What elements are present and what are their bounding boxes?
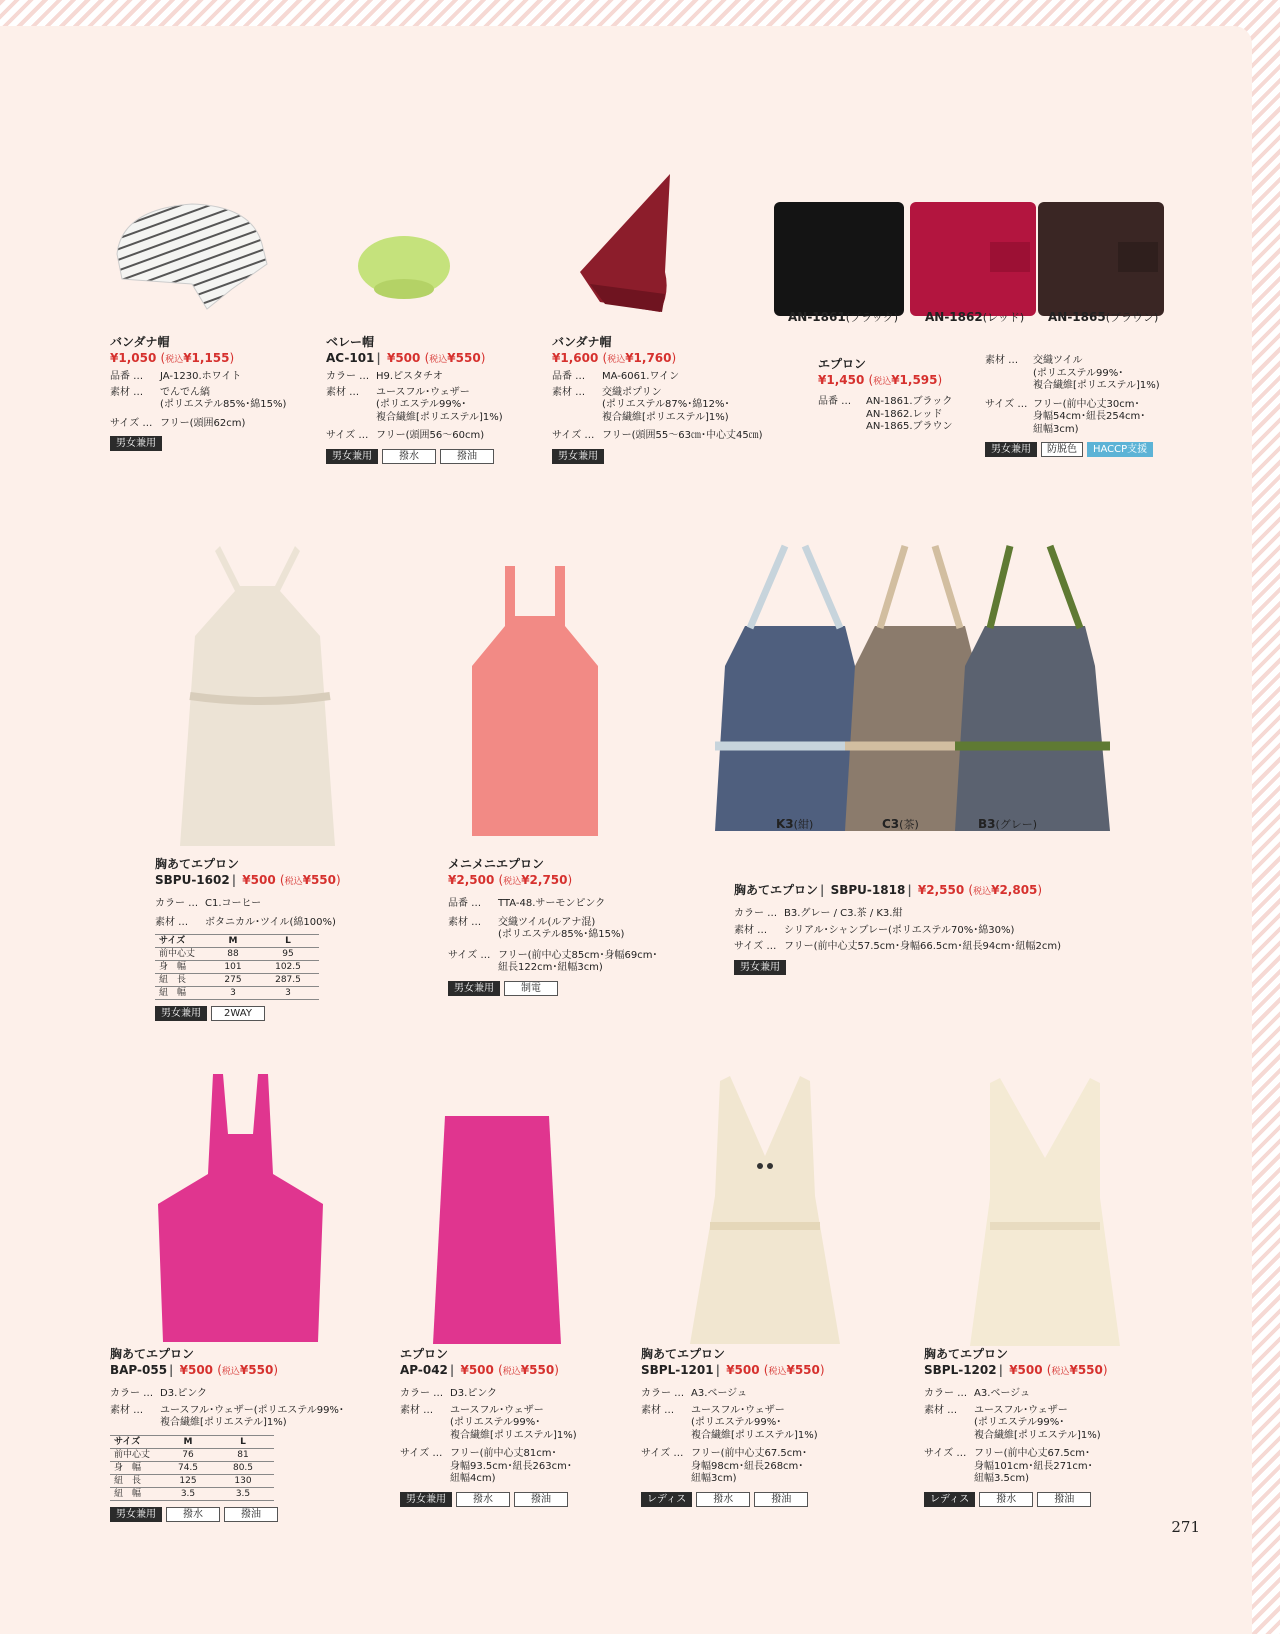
product-apron-sbpu1818 [734,882,1114,975]
tag-unisex: 男女兼用 [326,449,378,464]
spec-row: 素材 … ユースフル･ウェザー (ポリエステル99%･ 複合繊維[ポリエステル]1%) [641,1404,818,1441]
caption-an1861: AN-1861(ブラック) [788,310,899,324]
spec-row: 品番 … AN-1861.ブラック AN-1862.レッド AN-1865.ブラウン [818,396,953,432]
tag-unisex: 男女兼用 [110,436,162,451]
tax-price: ¥1,155 [183,351,230,365]
spec-row: 品番 … TTA-48.サーモンピンク [448,898,606,909]
tag-oil-repellent: 撥油 [440,449,494,464]
tag-unisex: 男女兼用 [734,960,786,975]
spec-row: 素材 … でんでん縞 (ポリエステル85%･綿15%) [110,386,287,410]
product-type: 胸あてエプロン [155,857,240,871]
apron-sbpu1602-image [180,546,335,846]
product-code: AC-101 [326,351,375,365]
spec-row: 素材 … ユースフル･ウェザー (ポリエステル99%･ 複合繊維[ポリエステル]1%) [924,1404,1101,1441]
spec-row: 素材 … 交織ツイル (ポリエステル99%･ 複合繊維[ポリエステル]1%) [985,355,1160,391]
apron-bap055-pink-image [158,1074,323,1344]
size-table: サイズ M L 前中心丈 88 95 身 幅 101 102.5 紐 長 275 287.5 紐 幅 3 3 [155,934,319,1000]
spec-row: サイズ … フリー(前中心丈67.5cm･ 身幅101cm･紐長271cm･ 紐幅3.5cm) [924,1448,1093,1484]
price: ¥500 [386,351,421,365]
product-type: 胸あてエプロン [924,1347,1009,1361]
product-code: BAP-055 [110,1363,168,1377]
spec-row: カラー … D3.ピンク [110,1388,208,1399]
price-line: SBPL-1201 | ¥500 (税込¥550) [641,1363,825,1377]
page-number: 271 [1171,1518,1200,1536]
price: ¥500 [1009,1363,1043,1377]
spec-row: 素材 … ユースフル･ウェザー (ポリエステル99%･ 複合繊維[ポリエステル]1%) [326,386,503,423]
tag-unisex: 男女兼用 [400,1492,452,1507]
spec-row: 素材 … ボタニカル･ツイル(綿100%) [155,916,336,928]
price-line: ¥1,050 (税込¥1,155) [110,351,235,365]
spec-row: カラー … A3.ベージュ [641,1388,747,1399]
spec-row: サイズ … フリー(頭囲62cm) [110,417,246,429]
apron-sbpl1201-beige-image [690,1076,840,1346]
price: ¥1,050 [110,351,157,365]
product-type: バンダナ帽 [110,335,170,349]
price: ¥2,500 [448,873,495,887]
price: ¥500 [460,1363,494,1377]
apron-sbpl1202-beige-image [970,1078,1120,1348]
spec-row: カラー … H9.ピスタチオ [326,371,443,382]
spec-row: 素材 … ユースフル･ウェザー (ポリエステル99%･ 複合繊維[ポリエステル]1%) [400,1404,577,1441]
apron-an1865-brown-image [1038,202,1164,318]
tag-haccp: HACCP支援 [1087,442,1153,457]
product-type: エプロン [818,357,867,371]
tag-oil-repellent: 撥油 [224,1507,278,1522]
beret-pistachio-image [354,231,454,311]
price: ¥1,600 [552,351,599,365]
tag-water-repellent: 撥水 [979,1492,1033,1507]
price-line: SBPU-1602 | ¥500 (税込¥550) [155,873,341,887]
tag-antistatic: 制電 [504,981,558,996]
price-line: AP-042 | ¥500 (税込¥550) [400,1363,559,1377]
product-code: SBPL-1202 [924,1363,997,1377]
spec-row: 素材 … ユースフル･ウェザー(ポリエステル99%･ 複合繊維[ポリエステル]1%) [110,1404,344,1428]
price: ¥1,450 [818,373,865,387]
tag-oil-repellent: 撥油 [1037,1492,1091,1507]
price-line: ¥1,450 (税込¥1,595) [818,373,943,387]
caption-c3: C3(茶) [882,817,919,831]
product-bandana-hat-ma6061 [552,334,792,464]
price-line: ¥2,500 (税込¥2,750) [448,873,573,887]
apron-an1862-red-image [910,202,1036,318]
price: ¥500 [179,1363,214,1377]
price-line: AC-101 | ¥500 (税込¥550) [326,351,486,365]
product-apron-tta48 [448,856,698,996]
spec-row: 素材 … 交織ポプリン (ポリエステル87%･綿12%･ 複合繊維[ポリエステル]1%) [552,386,730,423]
product-bandana-hat-ja1230 [110,334,320,451]
product-apron-sbpl1201 [641,1346,871,1507]
product-apron-ap042 [400,1346,620,1507]
spec-row: サイズ … フリー(前中心丈81cm･ 身幅93.5cm･紐長263cm･ 紐幅4cm) [400,1448,572,1484]
caption-b3: B3(グレー) [978,817,1038,831]
tag-ladies: レディス [924,1492,975,1507]
price: ¥500 [726,1363,760,1377]
tag-oil-repellent: 撥油 [754,1492,808,1507]
bandana-hat-wine-image [570,172,680,322]
tag-water-repellent: 撥水 [696,1492,750,1507]
tag-water-repellent: 撥水 [166,1507,220,1522]
spec-row: カラー … D3.ピンク [400,1388,498,1399]
tag-2way: 2WAY [211,1006,265,1021]
spec-row: サイズ … フリー(前中心丈85cm･身幅69cm･ 紐長122cm･紐幅3cm) [448,949,658,973]
tax-label: 税込 [165,355,184,365]
price: ¥2,550 [917,883,965,897]
product-type: 胸あてエプロン [734,883,819,897]
tag-unisex: 男女兼用 [552,449,604,464]
price-line: 胸あてエプロン | SBPU-1818 | ¥2,550 (税込¥2,805) [734,883,1043,897]
spec-row: サイズ … フリー(頭囲56～60cm) [326,430,485,441]
tag-oil-repellent: 撥油 [514,1492,568,1507]
apron-ap042-pink-image [433,1116,561,1346]
tag-water-repellent: 撥水 [382,449,436,464]
spec-row: 素材 … シリアル･シャンブレー(ポリエステル70%･綿30%) [734,924,1015,936]
product-type: ベレー帽 [326,335,375,349]
tag-ladies: レディス [641,1492,692,1507]
product-type: メニメニエプロン [448,857,545,871]
product-beret-ac101 [326,334,536,464]
tag-unisex: 男女兼用 [448,981,500,996]
catalog-page [0,26,1252,1634]
product-type: 胸あてエプロン [110,1347,195,1361]
product-type: エプロン [400,1347,449,1361]
spec-row: カラー … A3.ベージュ [924,1388,1030,1399]
product-code: SBPU-1602 [155,873,230,887]
bandana-hat-white-image [112,194,272,314]
product-apron-sbpu1602 [155,856,385,1021]
tag-anti-fade: 防脱色 [1041,442,1083,457]
product-code: AP-042 [400,1363,448,1377]
caption-an1862: AN-1862(レッド) [925,310,1025,324]
price: ¥500 [242,873,276,887]
price-line: SBPL-1202 | ¥500 (税込¥550) [924,1363,1108,1377]
product-apron-an1861-details [985,352,1200,457]
apron-sbpu1818-gray-image [955,546,1115,836]
apron-an1861-black-image [774,202,904,318]
apron-tta48-salmon-image [470,566,600,846]
product-code: SBPL-1201 [641,1363,714,1377]
spec-row: カラー … B3.グレー / C3.茶 / K3.紺 [734,908,903,919]
caption-k3: K3(紺) [776,817,814,831]
product-code: SBPU-1818 [830,883,906,897]
spec-row: サイズ … フリー(前中心丈30cm･ 身幅54cm･紐長254cm･ 紐幅3cm) [985,398,1146,435]
spec-row: サイズ … フリー(前中心丈67.5cm･ 身幅98cm･紐長268cm･ 紐幅3cm) [641,1448,808,1484]
spec-row: サイズ … フリー(頭囲55～63㎝･中心丈45㎝) [552,430,763,441]
tag-unisex: 男女兼用 [155,1006,207,1021]
price-line: ¥1,600 (税込¥1,760) [552,351,677,365]
spec-row: カラー … C1.コーヒー [155,898,262,909]
size-table: サイズ M L 前中心丈 76 81 身 幅 74.5 80.5 紐 長 125 130 紐 幅 3.5 3.5 [110,1435,274,1501]
product-type: 胸あてエプロン [641,1347,726,1361]
tag-unisex: 男女兼用 [985,442,1037,457]
spec-row: 素材 … 交織ツイル(ルアナ混) (ポリエステル85%･綿15%) [448,916,625,940]
product-apron-an1861 [818,356,988,434]
product-apron-sbpl1202 [924,1346,1154,1507]
price-line: BAP-055 | ¥500 (税込¥550) [110,1363,279,1377]
caption-an1865: AN-1865(ブラウン) [1048,310,1159,324]
spec-row: 品番 … JA-1230.ホワイト [110,371,242,382]
spec-row: 品番 … MA-6061.ワイン [552,371,680,382]
tag-unisex: 男女兼用 [110,1507,162,1522]
product-type: バンダナ帽 [552,335,612,349]
tag-water-repellent: 撥水 [456,1492,510,1507]
product-apron-bap055 [110,1346,360,1522]
spec-row: サイズ … フリー(前中心丈57.5cm･身幅66.5cm･紐長94cm･紐幅2cm) [734,941,1061,952]
